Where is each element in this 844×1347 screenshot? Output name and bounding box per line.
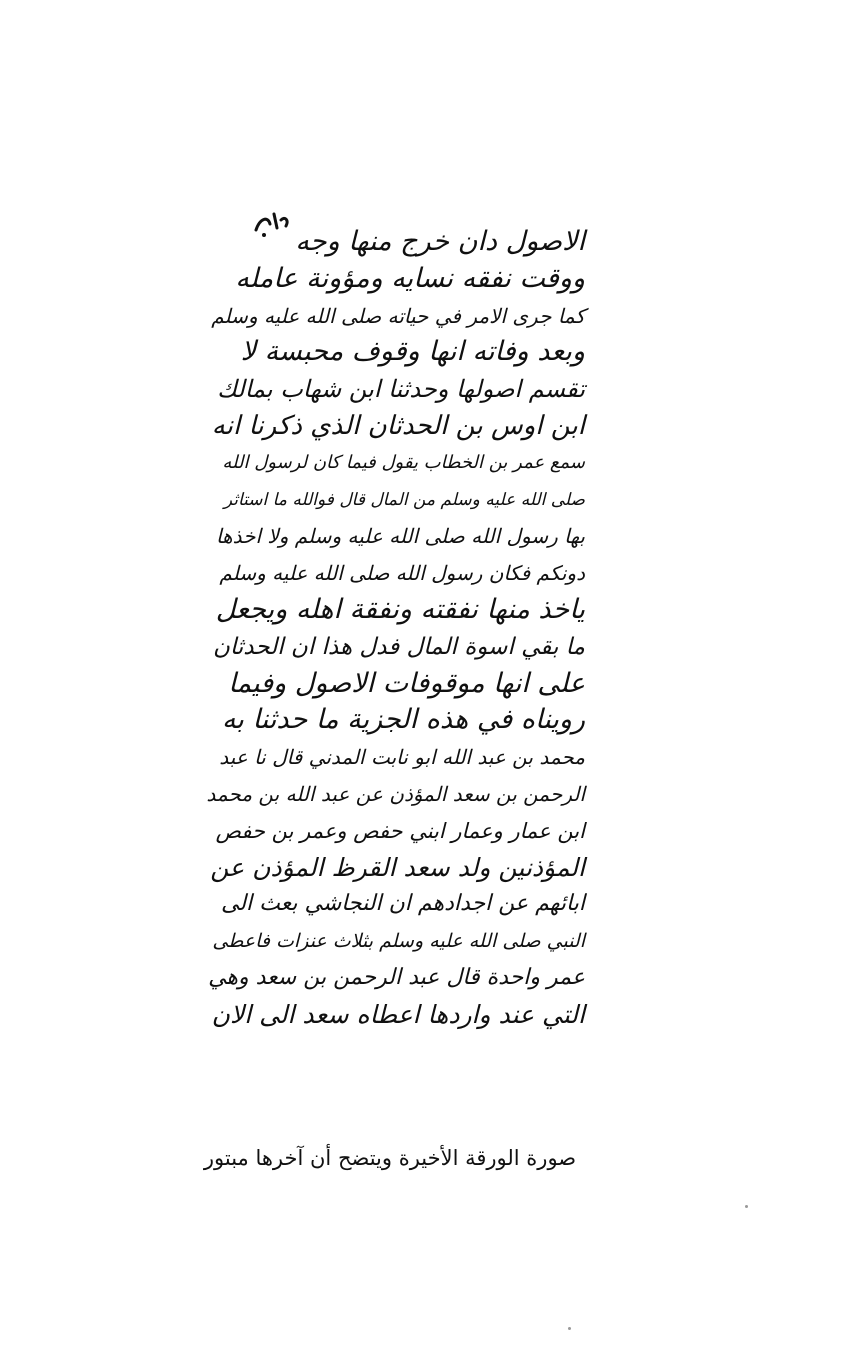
manuscript-line: سمع عمر بن الخطاب يقول فيما كان لرسول الله [222, 451, 585, 473]
manuscript-line: ياخذ منها نفقته ونفقة اهله ويجعل [215, 594, 585, 625]
scan-speck [568, 1327, 571, 1330]
manuscript-line: ووقت نفقه نسايه ومؤونة عامله [235, 262, 585, 294]
manuscript-line: ابائهم عن اجدادهم ان النجاشي بعث الى [221, 891, 585, 917]
manuscript-line: الرحمن بن سعد المؤذن عن عبد الله بن محمد [206, 782, 585, 806]
scan-speck [745, 1205, 748, 1208]
manuscript-line: محمد بن عبد الله ابو نابت المدني قال نا عبد [219, 745, 585, 770]
manuscript-text-block [205, 210, 585, 1080]
manuscript-line: بها رسول الله صلى الله عليه وسلم ولا اخذها [215, 524, 585, 549]
manuscript-line: ما بقي اسوة المال فدل هذا ان الحدثان [213, 633, 585, 660]
manuscript-line: وبعد وفاته انها وقوف محبسة لا [240, 336, 585, 368]
manuscript-line: ابن اوس بن الحدثان الذي ذكرنا انه [211, 411, 585, 441]
manuscript-line: كما جرى الامر في حياته صلى الله عليه وسلم [211, 303, 585, 328]
manuscript-line: المؤذنين ولد سعد القرظ المؤذن عن [210, 852, 585, 882]
manuscript-line: ابن عمار وعمار ابني حفص وعمر بن حفص [215, 818, 585, 843]
manuscript-line: التي عند واردها اعطاه سعد الى الان [211, 999, 585, 1029]
manuscript-line: على انها موقوفات الاصول وفيما [228, 667, 585, 699]
manuscript-line: النبي صلى الله عليه وسلم بثلاث عنزات فاعطى [212, 930, 585, 953]
manuscript-line: دونكم فكان رسول الله صلى الله عليه وسلم [219, 561, 585, 586]
manuscript-line: صلى الله عليه وسلم من المال قال فوالله ما استاثر [223, 489, 585, 510]
manuscript-line: تقسم اصولها وحدثنا ابن شهاب بمالك [217, 375, 585, 404]
manuscript-line: عمر واحدة قال عبد الرحمن بن سعد وهي [208, 965, 585, 990]
page-caption: صورة الورقة الأخيرة ويتضح أن آخرها مبتور [203, 1146, 577, 1170]
manuscript-line: الاصول دان خرج منها وجه [295, 226, 585, 257]
manuscript-line: رويناه في هذه الجزية ما حدثنا به [221, 704, 585, 736]
